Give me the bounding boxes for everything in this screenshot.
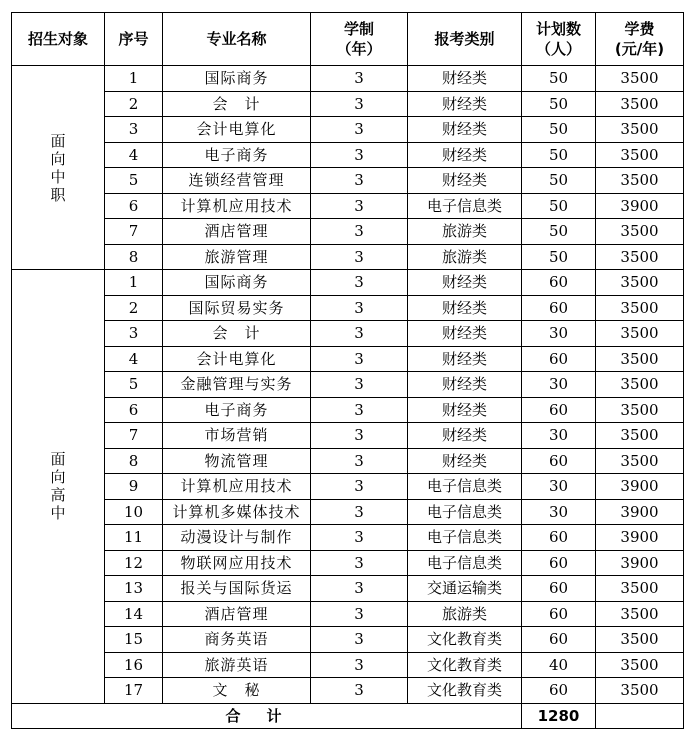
category-cell: 财经类 — [408, 346, 522, 372]
plan-cell: 40 — [522, 652, 596, 678]
seq-cell: 9 — [105, 474, 163, 500]
seq-cell: 2 — [105, 91, 163, 117]
major-cell: 会计电算化 — [163, 346, 311, 372]
header-target: 招生对象 — [12, 13, 105, 66]
duration-cell: 3 — [311, 91, 408, 117]
seq-cell: 1 — [105, 270, 163, 296]
table-row — [12, 576, 684, 602]
major-cell: 国际商务 — [163, 66, 311, 92]
fee-cell: 3500 — [596, 219, 684, 245]
table-row — [12, 678, 684, 704]
seq-cell: 6 — [105, 397, 163, 423]
seq-cell: 5 — [105, 372, 163, 398]
plan-cell: 60 — [522, 525, 596, 551]
duration-cell: 3 — [311, 66, 408, 92]
target-group-char: 中 — [50, 504, 66, 523]
duration-cell: 3 — [311, 627, 408, 653]
duration-cell: 3 — [311, 397, 408, 423]
major-cell: 金融管理与实务 — [163, 372, 311, 398]
header-plan — [522, 13, 596, 66]
category-cell: 财经类 — [408, 66, 522, 92]
fee-cell: 3500 — [596, 142, 684, 168]
major-cell: 国际贸易实务 — [163, 295, 311, 321]
seq-cell: 7 — [105, 219, 163, 245]
table-row — [12, 525, 684, 551]
fee-cell: 3500 — [596, 91, 684, 117]
plan-cell: 60 — [522, 346, 596, 372]
category-cell: 财经类 — [408, 321, 522, 347]
duration-cell: 3 — [311, 142, 408, 168]
seq-cell: 3 — [105, 117, 163, 143]
duration-cell: 3 — [311, 576, 408, 602]
seq-cell: 15 — [105, 627, 163, 653]
duration-cell: 3 — [311, 474, 408, 500]
table-row — [12, 66, 684, 92]
target-group-char: 向 — [50, 468, 66, 487]
duration-cell: 3 — [311, 219, 408, 245]
plan-cell: 50 — [522, 219, 596, 245]
total-plan: 1280 — [522, 703, 596, 728]
duration-cell: 3 — [311, 601, 408, 627]
enrollment-table — [11, 12, 684, 729]
table-row — [12, 499, 684, 525]
category-cell: 财经类 — [408, 295, 522, 321]
target-group-label — [12, 270, 105, 704]
major-cell: 电子商务 — [163, 142, 311, 168]
table-row — [12, 448, 684, 474]
fee-cell: 3500 — [596, 244, 684, 270]
category-cell: 文化教育类 — [408, 652, 522, 678]
category-cell: 财经类 — [408, 448, 522, 474]
fee-cell: 3900 — [596, 474, 684, 500]
category-cell: 交通运输类 — [408, 576, 522, 602]
seq-cell: 3 — [105, 321, 163, 347]
major-cell: 酒店管理 — [163, 219, 311, 245]
header-row — [12, 13, 684, 66]
seq-cell: 2 — [105, 295, 163, 321]
table-row — [12, 219, 684, 245]
table-row — [12, 270, 684, 296]
category-cell: 财经类 — [408, 142, 522, 168]
fee-cell: 3500 — [596, 576, 684, 602]
category-cell: 财经类 — [408, 168, 522, 194]
plan-cell: 50 — [522, 168, 596, 194]
fee-cell: 3500 — [596, 372, 684, 398]
plan-cell: 30 — [522, 423, 596, 449]
fee-cell: 3500 — [596, 168, 684, 194]
table-row — [12, 652, 684, 678]
major-cell: 计算机应用技术 — [163, 474, 311, 500]
major-cell: 物联网应用技术 — [163, 550, 311, 576]
fee-cell: 3500 — [596, 601, 684, 627]
major-cell: 会 计 — [163, 321, 311, 347]
target-group-char: 中 — [50, 167, 66, 186]
fee-cell: 3900 — [596, 550, 684, 576]
category-cell: 文化教育类 — [408, 627, 522, 653]
duration-cell: 3 — [311, 321, 408, 347]
major-cell: 报关与国际货运 — [163, 576, 311, 602]
plan-cell: 50 — [522, 117, 596, 143]
duration-cell: 3 — [311, 550, 408, 576]
category-cell: 财经类 — [408, 372, 522, 398]
plan-cell: 50 — [522, 193, 596, 219]
plan-cell: 60 — [522, 295, 596, 321]
duration-cell: 3 — [311, 448, 408, 474]
major-cell: 旅游管理 — [163, 244, 311, 270]
seq-cell: 13 — [105, 576, 163, 602]
duration-cell: 3 — [311, 244, 408, 270]
duration-cell: 3 — [311, 117, 408, 143]
fee-cell: 3500 — [596, 423, 684, 449]
category-cell: 财经类 — [408, 270, 522, 296]
table-row — [12, 474, 684, 500]
major-cell: 计算机应用技术 — [163, 193, 311, 219]
header-fee — [596, 13, 684, 66]
table-row — [12, 627, 684, 653]
major-cell: 会计电算化 — [163, 117, 311, 143]
plan-cell: 30 — [522, 474, 596, 500]
seq-cell: 7 — [105, 423, 163, 449]
fee-cell: 3500 — [596, 321, 684, 347]
header-seq: 序号 — [105, 13, 163, 66]
plan-cell: 60 — [522, 678, 596, 704]
seq-cell: 4 — [105, 346, 163, 372]
major-cell: 动漫设计与制作 — [163, 525, 311, 551]
category-cell: 财经类 — [408, 423, 522, 449]
category-cell: 旅游类 — [408, 219, 522, 245]
table-row — [12, 91, 684, 117]
target-group-char: 高 — [50, 486, 66, 505]
seq-cell: 12 — [105, 550, 163, 576]
duration-cell: 3 — [311, 678, 408, 704]
seq-cell: 11 — [105, 525, 163, 551]
plan-cell: 60 — [522, 397, 596, 423]
seq-cell: 17 — [105, 678, 163, 704]
major-cell: 文 秘 — [163, 678, 311, 704]
major-cell: 旅游英语 — [163, 652, 311, 678]
plan-cell: 50 — [522, 244, 596, 270]
fee-cell: 3500 — [596, 652, 684, 678]
major-cell: 商务英语 — [163, 627, 311, 653]
plan-cell: 30 — [522, 372, 596, 398]
table-row — [12, 601, 684, 627]
fee-cell: 3500 — [596, 448, 684, 474]
category-cell: 财经类 — [408, 397, 522, 423]
table-row — [12, 142, 684, 168]
target-group-char: 职 — [50, 185, 66, 204]
table-row — [12, 550, 684, 576]
header-duration-line2: （年） — [336, 40, 382, 58]
table-row — [12, 117, 684, 143]
category-cell: 财经类 — [408, 117, 522, 143]
plan-cell: 50 — [522, 66, 596, 92]
category-cell: 电子信息类 — [408, 550, 522, 576]
total-label: 合计 — [12, 703, 522, 728]
plan-cell: 30 — [522, 321, 596, 347]
plan-cell: 60 — [522, 448, 596, 474]
table-row — [12, 346, 684, 372]
fee-cell: 3900 — [596, 499, 684, 525]
table-row — [12, 423, 684, 449]
header-fee-line1: 学费 — [624, 20, 655, 38]
table-row — [12, 397, 684, 423]
category-cell: 电子信息类 — [408, 193, 522, 219]
major-cell: 市场营销 — [163, 423, 311, 449]
duration-cell: 3 — [311, 295, 408, 321]
major-cell: 电子商务 — [163, 397, 311, 423]
duration-cell: 3 — [311, 346, 408, 372]
duration-cell: 3 — [311, 168, 408, 194]
fee-cell: 3500 — [596, 295, 684, 321]
plan-cell: 60 — [522, 576, 596, 602]
fee-cell: 3500 — [596, 66, 684, 92]
header-major: 专业名称 — [163, 13, 311, 66]
table-row — [12, 372, 684, 398]
category-cell: 旅游类 — [408, 244, 522, 270]
plan-cell: 30 — [522, 499, 596, 525]
header-category: 报考类别 — [408, 13, 522, 66]
target-group-label — [12, 66, 105, 270]
duration-cell: 3 — [311, 525, 408, 551]
category-cell: 电子信息类 — [408, 499, 522, 525]
fee-cell: 3500 — [596, 397, 684, 423]
header-duration-line1: 学制 — [343, 20, 374, 38]
header-plan-line2: （人） — [535, 40, 581, 58]
major-cell: 国际商务 — [163, 270, 311, 296]
total-fee-empty — [596, 703, 684, 728]
major-cell: 酒店管理 — [163, 601, 311, 627]
duration-cell: 3 — [311, 423, 408, 449]
seq-cell: 16 — [105, 652, 163, 678]
target-group-char: 面 — [50, 450, 66, 469]
major-cell: 计算机多媒体技术 — [163, 499, 311, 525]
fee-cell: 3500 — [596, 678, 684, 704]
target-group-char: 面 — [50, 131, 66, 150]
fee-cell: 3500 — [596, 346, 684, 372]
seq-cell: 4 — [105, 142, 163, 168]
fee-cell: 3500 — [596, 270, 684, 296]
table-row — [12, 168, 684, 194]
total-row — [12, 703, 684, 728]
plan-cell: 60 — [522, 550, 596, 576]
seq-cell: 5 — [105, 168, 163, 194]
duration-cell: 3 — [311, 499, 408, 525]
duration-cell: 3 — [311, 270, 408, 296]
seq-cell: 8 — [105, 448, 163, 474]
major-cell: 连锁经营管理 — [163, 168, 311, 194]
duration-cell: 3 — [311, 372, 408, 398]
duration-cell: 3 — [311, 193, 408, 219]
major-cell: 物流管理 — [163, 448, 311, 474]
table-row — [12, 244, 684, 270]
seq-cell: 6 — [105, 193, 163, 219]
seq-cell: 1 — [105, 66, 163, 92]
category-cell: 财经类 — [408, 91, 522, 117]
seq-cell: 14 — [105, 601, 163, 627]
fee-cell: 3900 — [596, 525, 684, 551]
seq-cell: 8 — [105, 244, 163, 270]
table-row — [12, 193, 684, 219]
fee-cell: 3500 — [596, 627, 684, 653]
target-group-char: 向 — [50, 149, 66, 168]
seq-cell: 10 — [105, 499, 163, 525]
plan-cell: 60 — [522, 601, 596, 627]
table-row — [12, 321, 684, 347]
category-cell: 电子信息类 — [408, 474, 522, 500]
plan-cell: 60 — [522, 627, 596, 653]
plan-cell: 50 — [522, 91, 596, 117]
category-cell: 电子信息类 — [408, 525, 522, 551]
fee-cell: 3500 — [596, 117, 684, 143]
header-fee-line2: (元/年) — [614, 40, 665, 58]
major-cell: 会 计 — [163, 91, 311, 117]
plan-cell: 60 — [522, 270, 596, 296]
table-row — [12, 295, 684, 321]
duration-cell: 3 — [311, 652, 408, 678]
category-cell: 文化教育类 — [408, 678, 522, 704]
header-plan-line1: 计划数 — [535, 20, 581, 38]
plan-cell: 50 — [522, 142, 596, 168]
table-body — [12, 66, 684, 704]
category-cell: 旅游类 — [408, 601, 522, 627]
fee-cell: 3900 — [596, 193, 684, 219]
header-duration — [311, 13, 408, 66]
